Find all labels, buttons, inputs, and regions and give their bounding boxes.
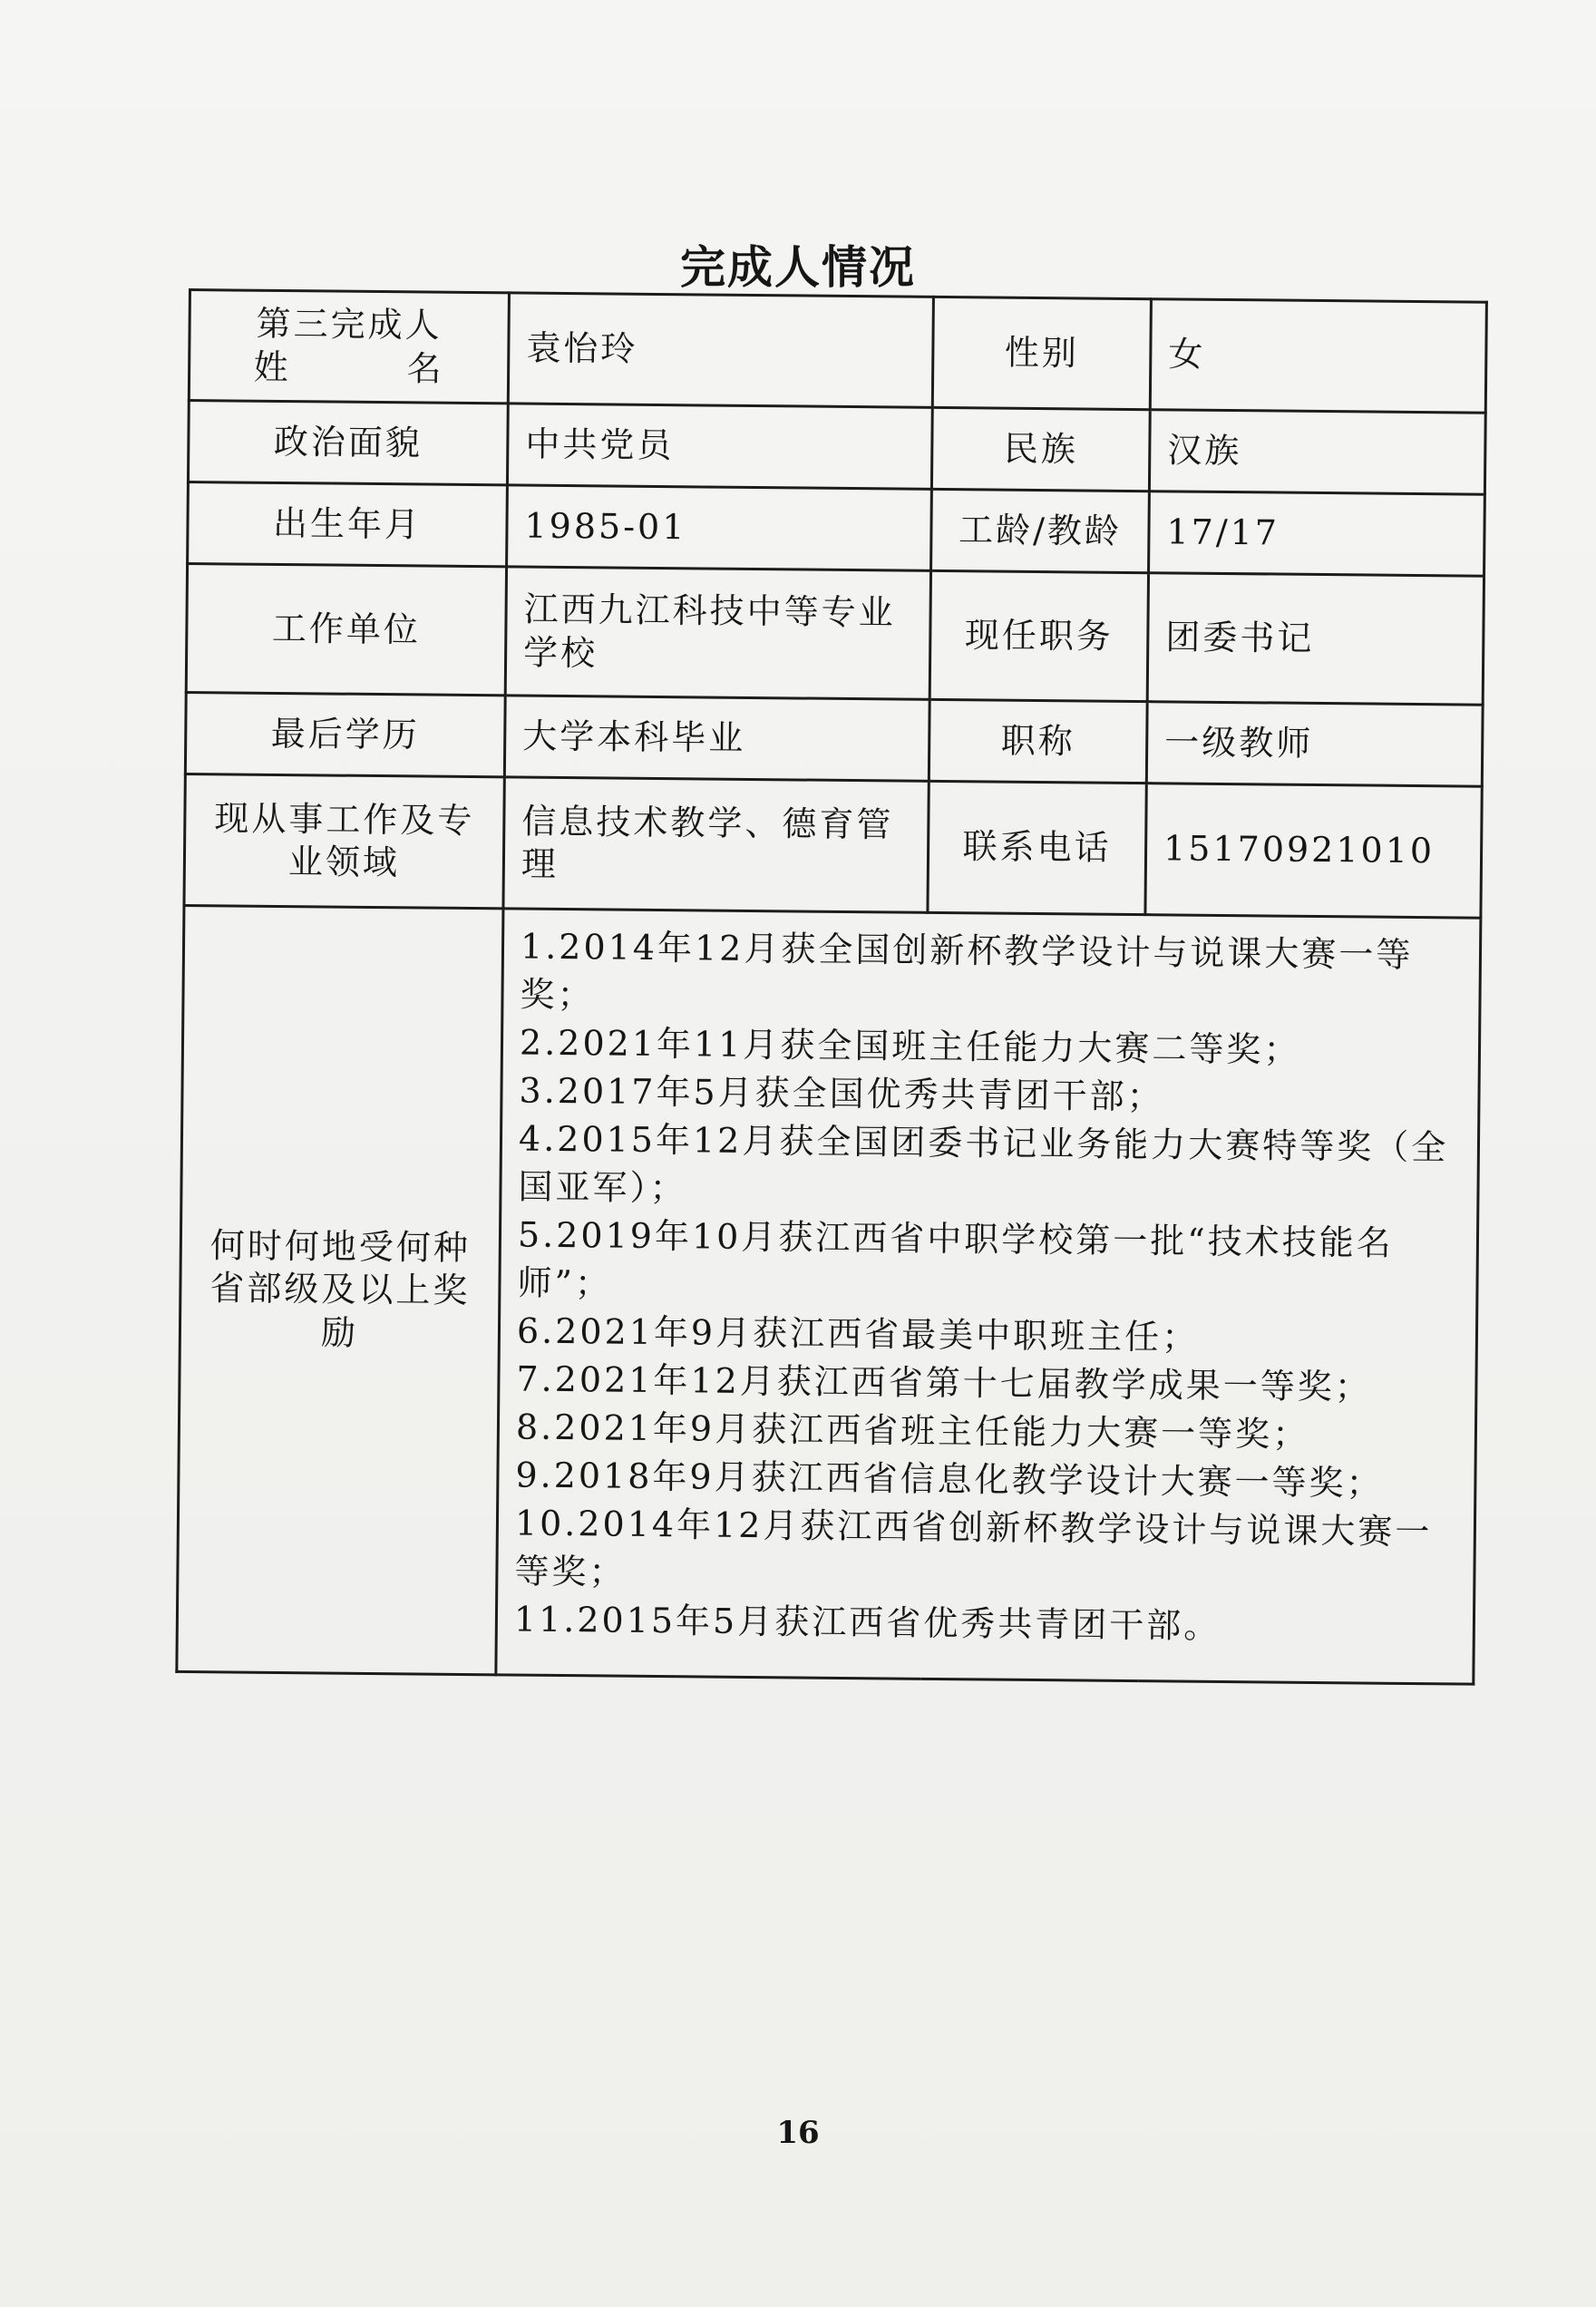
award-item: 2.2021年11月获全国班主任能力大赛二等奖；	[519, 1022, 1301, 1070]
birth-value: 1985-01	[507, 485, 932, 570]
table-row	[184, 774, 1482, 918]
phone-label: 联系电话	[928, 781, 1146, 914]
position-value: 团委书记	[1147, 573, 1484, 706]
awards-list	[496, 909, 1481, 1684]
table-row	[186, 564, 1484, 706]
education-value: 大学本科毕业	[504, 696, 929, 781]
position-label: 现任职务	[929, 570, 1148, 701]
gender-value: 女	[1150, 299, 1486, 414]
award-item: 9.2018年9月获江西省信息化教学设计大赛一等奖；	[515, 1455, 1384, 1504]
professional-title-value: 一级教师	[1146, 702, 1483, 787]
table-row	[177, 905, 1481, 1684]
name-label-cell	[189, 290, 509, 404]
table-row	[189, 290, 1486, 414]
table-row	[188, 482, 1485, 577]
award-item: 4.2015年12月获全国团委书记业务能力大赛特等奖（全国亚军）；	[518, 1118, 1449, 1209]
page-number: 16	[776, 2115, 820, 2151]
award-item: 1.2014年12月获全国创新杯教学设计与说课大赛一等奖；	[520, 926, 1414, 1016]
ethnicity-value: 汉族	[1149, 410, 1485, 495]
award-item: 10.2014年12月获江西省创新杯教学设计与说课大赛一等奖；	[514, 1503, 1433, 1592]
table-row	[185, 692, 1483, 786]
employer-value: 江西九江科技中等专业学校	[505, 567, 930, 699]
employer-label: 工作单位	[186, 564, 506, 696]
table-row	[188, 401, 1485, 495]
ethnicity-label: 民族	[931, 407, 1150, 491]
award-item: 5.2019年10月获江西省中职学校第一批“技术技能名师”；	[517, 1214, 1394, 1304]
completer-info-table	[175, 288, 1488, 1686]
education-label: 最后学历	[185, 692, 505, 776]
phone-value: 15170921010	[1145, 784, 1482, 919]
name-label-line2: 姓 名	[253, 346, 444, 389]
name-value: 袁怡玲	[508, 293, 933, 407]
award-item: 6.2021年9月获江西省最美中职班主任；	[516, 1310, 1200, 1358]
award-item: 7.2021年12月获江西省第十七届教学成果一等奖；	[516, 1358, 1372, 1407]
award-item: 3.2017年5月获全国优秀共青团干部；	[519, 1070, 1164, 1117]
political-label: 政治面貌	[188, 401, 508, 485]
name-label-line1: 第三完成人	[256, 303, 443, 346]
award-item: 8.2021年9月获江西省班主任能力大赛一等奖；	[515, 1407, 1310, 1455]
award-item: 11.2015年5月获江西省优秀共青团干部。	[513, 1599, 1221, 1646]
awards-label: 何时何地受何种省部级及以上奖励	[177, 905, 503, 1674]
birth-label: 出生年月	[188, 482, 508, 567]
years-label: 工龄/教龄	[931, 489, 1150, 572]
field-value: 信息技术教学、德育管理	[503, 777, 929, 912]
years-value: 17/17	[1149, 492, 1485, 577]
field-label: 现从事工作及专业领域	[184, 774, 504, 908]
document-title: 完成人情况	[680, 241, 916, 294]
professional-title-label: 职称	[929, 699, 1147, 783]
gender-label: 性别	[932, 297, 1151, 409]
political-value: 中共党员	[507, 404, 932, 489]
